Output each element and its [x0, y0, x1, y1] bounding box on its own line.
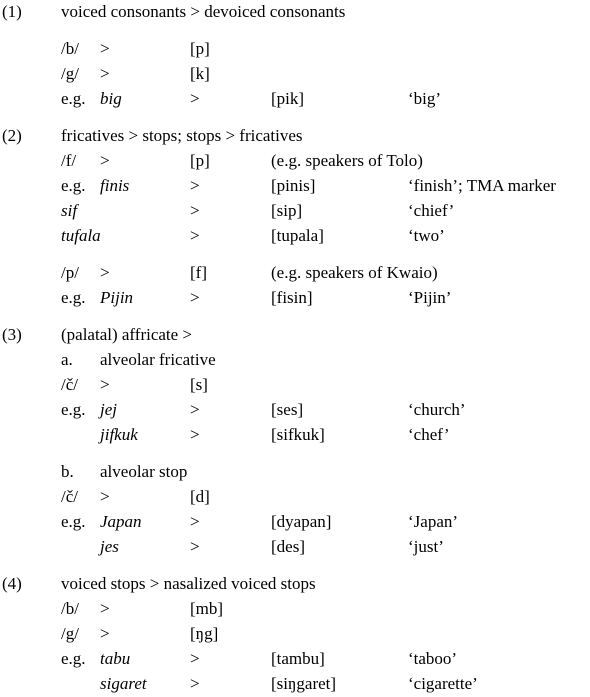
example-ipa: [des]	[271, 537, 305, 556]
subsection-label: a.	[61, 350, 73, 369]
example-prefix: e.g.	[61, 89, 86, 108]
example-arrow: >	[190, 425, 200, 444]
rule-to: [p]	[190, 151, 210, 170]
example-gloss: ‘Pijin’	[408, 288, 452, 307]
example-arrow: >	[190, 176, 200, 195]
example-ipa: [siŋgaret]	[271, 674, 337, 693]
example-line	[0, 398, 590, 422]
rule-to: [d]	[190, 487, 210, 506]
example-prefix: e.g.	[61, 400, 86, 419]
example-ipa: [tambu]	[271, 649, 325, 668]
example-line	[0, 199, 590, 223]
example-word: sif	[61, 201, 78, 220]
example-arrow: >	[190, 288, 200, 307]
example-gloss: ‘cigarette’	[408, 674, 478, 693]
example-arrow: >	[190, 400, 200, 419]
example-word: finis	[100, 176, 130, 195]
example-word: tufala	[61, 226, 101, 245]
subsection-heading-line	[0, 348, 590, 372]
rule-to: [f]	[190, 263, 207, 282]
example-line	[0, 286, 590, 310]
example-word: big	[100, 89, 122, 108]
example-arrow: >	[190, 674, 200, 693]
rule-to: [k]	[190, 64, 210, 83]
example-arrow: >	[190, 537, 200, 556]
example-ipa: [sip]	[271, 201, 303, 220]
example-gloss: ‘chief’	[408, 201, 455, 220]
example-ipa: [tupala]	[271, 226, 324, 245]
example-gloss: ‘taboo’	[408, 649, 458, 668]
section-number: (4)	[2, 574, 22, 593]
example-word: tabu	[100, 649, 131, 668]
section-number: (2)	[2, 126, 22, 145]
rule-from: /g/	[61, 64, 79, 83]
example-ipa: [pinis]	[271, 176, 316, 195]
section-3-heading-line	[0, 323, 590, 347]
rule-from: /b/	[61, 599, 79, 618]
example-arrow: >	[190, 226, 200, 245]
example-prefix: e.g.	[61, 512, 86, 531]
rule-line	[0, 622, 590, 646]
example-arrow: >	[190, 649, 200, 668]
rule-from: /g/	[61, 624, 79, 643]
rule-from: /č/	[61, 375, 78, 394]
example-prefix: e.g.	[61, 288, 86, 307]
rule-line	[0, 37, 590, 61]
example-word: jes	[100, 537, 119, 556]
rule-to: [s]	[190, 375, 208, 394]
rule-to: [mb]	[190, 599, 224, 618]
section-heading: (palatal) affricate >	[61, 325, 193, 344]
rule-note: (e.g. speakers of Tolo)	[271, 151, 423, 170]
example-line	[0, 87, 590, 111]
rule-line	[0, 261, 590, 285]
rule-note: (e.g. speakers of Kwaio)	[271, 263, 438, 282]
section-number: (1)	[2, 2, 22, 21]
example-line	[0, 423, 590, 447]
example-line	[0, 672, 590, 696]
example-gloss: ‘just’	[408, 537, 444, 556]
example-line	[0, 224, 590, 248]
rule-line	[0, 373, 590, 397]
rule-line	[0, 62, 590, 86]
section-heading: voiced consonants > devoiced consonants	[61, 2, 346, 21]
rule-arrow: >	[100, 624, 110, 643]
example-prefix: e.g.	[61, 649, 86, 668]
section-heading: fricatives > stops; stops > fricatives	[61, 126, 303, 145]
rule-arrow: >	[100, 599, 110, 618]
rule-line	[0, 149, 590, 173]
example-ipa: [sifkuk]	[271, 425, 325, 444]
rule-arrow: >	[100, 39, 110, 58]
example-gloss: ‘Japan’	[408, 512, 459, 531]
rule-from: /f/	[61, 151, 77, 170]
example-ipa: [dyapan]	[271, 512, 332, 531]
example-arrow: >	[190, 201, 200, 220]
example-line	[0, 535, 590, 559]
example-word: sigaret	[100, 674, 147, 693]
example-gloss: ‘church’	[408, 400, 466, 419]
rule-line	[0, 485, 590, 509]
example-gloss: ‘chef’	[408, 425, 450, 444]
rule-arrow: >	[100, 151, 110, 170]
example-word: jej	[100, 400, 117, 419]
rule-from: /č/	[61, 487, 78, 506]
subsection-label: b.	[61, 462, 74, 481]
rule-arrow: >	[100, 487, 110, 506]
subsection-title: alveolar fricative	[100, 350, 216, 369]
example-word: Pijin	[100, 288, 134, 307]
section-1-heading-line	[0, 0, 590, 24]
example-ipa: [fisin]	[271, 288, 313, 307]
example-prefix: e.g.	[61, 176, 86, 195]
section-2-heading-line	[0, 124, 590, 148]
rule-to: [p]	[190, 39, 210, 58]
example-word: jifkuk	[100, 425, 138, 444]
section-heading: voiced stops > nasalized voiced stops	[61, 574, 316, 593]
example-ipa: [pik]	[271, 89, 305, 108]
section-4-heading-line	[0, 572, 590, 596]
rule-to: [ŋg]	[190, 624, 219, 643]
rule-arrow: >	[100, 375, 110, 394]
rule-line	[0, 597, 590, 621]
example-arrow: >	[190, 512, 200, 531]
rule-from: /b/	[61, 39, 79, 58]
example-word: Japan	[100, 512, 142, 531]
rule-arrow: >	[100, 263, 110, 282]
rule-arrow: >	[100, 64, 110, 83]
example-line	[0, 647, 590, 671]
example-gloss: ‘big’	[408, 89, 442, 108]
rule-from: /p/	[61, 263, 79, 282]
example-line	[0, 174, 590, 198]
example-gloss: ‘finish’; TMA marker	[408, 176, 556, 195]
example-ipa: [ses]	[271, 400, 304, 419]
section-number: (3)	[2, 325, 22, 344]
example-gloss: ‘two’	[408, 226, 445, 245]
example-arrow: >	[190, 89, 200, 108]
example-line	[0, 510, 590, 534]
subsection-title: alveolar stop	[100, 462, 188, 481]
subsection-heading-line	[0, 460, 590, 484]
